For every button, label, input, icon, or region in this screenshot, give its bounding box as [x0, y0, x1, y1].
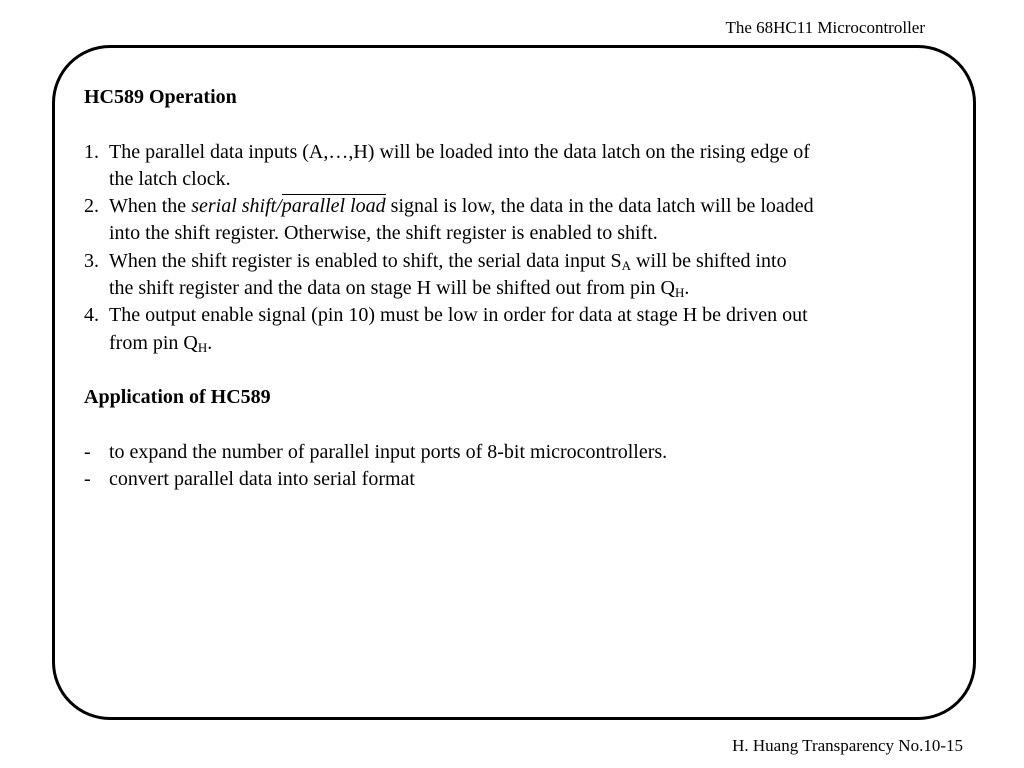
item-line: The parallel data inputs (A,…,H) will be loaded into the data latch on the rising edge of — [109, 140, 810, 163]
signal-name-parallel-load-active-low: parallel load — [281, 195, 386, 218]
item-text: the shift register and the data on stage H will be shifted out from pin Q — [109, 277, 675, 300]
operation-heading: HC589 Operation — [84, 86, 237, 108]
item-text: will be shifted into — [631, 249, 787, 272]
subscript: A — [621, 257, 632, 273]
operation-item-2 — [84, 193, 934, 248]
item-text: signal is low, the data in the data latch will be loaded — [385, 195, 814, 218]
spacer — [84, 111, 934, 138]
item-text: from pin Q — [109, 331, 198, 354]
item-line: into the shift register. Otherwise, the shift register is enabled to shift. — [109, 222, 658, 245]
item-line: The output enable signal (pin 10) must be low in order for data at stage H be driven out — [109, 304, 808, 327]
application-item-2 — [84, 466, 934, 493]
application-heading: Application of HC589 — [84, 386, 271, 409]
item-line: to expand the number of parallel input ports of 8-bit microcontrollers. — [109, 440, 668, 463]
operation-item-1 — [84, 139, 934, 194]
operation-item-4 — [84, 302, 934, 357]
spacer — [84, 412, 934, 439]
subscript: H — [197, 339, 208, 355]
page-header-title: The 68HC11 Microcontroller — [725, 18, 925, 37]
list-number: 1. — [84, 140, 99, 163]
operation-item-3 — [84, 248, 934, 303]
serial-shift-parallel-load-signal — [191, 194, 385, 217]
bullet-dash: - — [84, 468, 91, 491]
item-line — [109, 275, 934, 302]
item-line — [109, 193, 934, 220]
item-line: the latch clock. — [109, 167, 231, 190]
item-text: . — [684, 277, 690, 300]
signal-name-serial-shift: serial shift/ — [191, 195, 282, 218]
list-number: 2. — [84, 195, 99, 218]
subscript: H — [674, 285, 685, 301]
page-footer: H. Huang Transparency No.10-15 — [732, 736, 963, 755]
item-text: . — [207, 331, 213, 354]
item-text: When the — [109, 195, 192, 218]
list-number: 3. — [84, 249, 99, 272]
application-item-1 — [84, 439, 934, 466]
slide-content — [84, 84, 934, 493]
bullet-dash: - — [84, 440, 91, 463]
spacer — [84, 357, 934, 384]
item-text: When the shift register is enabled to shift, the serial data input S — [109, 249, 622, 272]
item-line — [109, 330, 934, 357]
list-number: 4. — [84, 304, 99, 327]
item-line: convert parallel data into serial format — [109, 468, 415, 491]
item-line — [109, 248, 934, 275]
